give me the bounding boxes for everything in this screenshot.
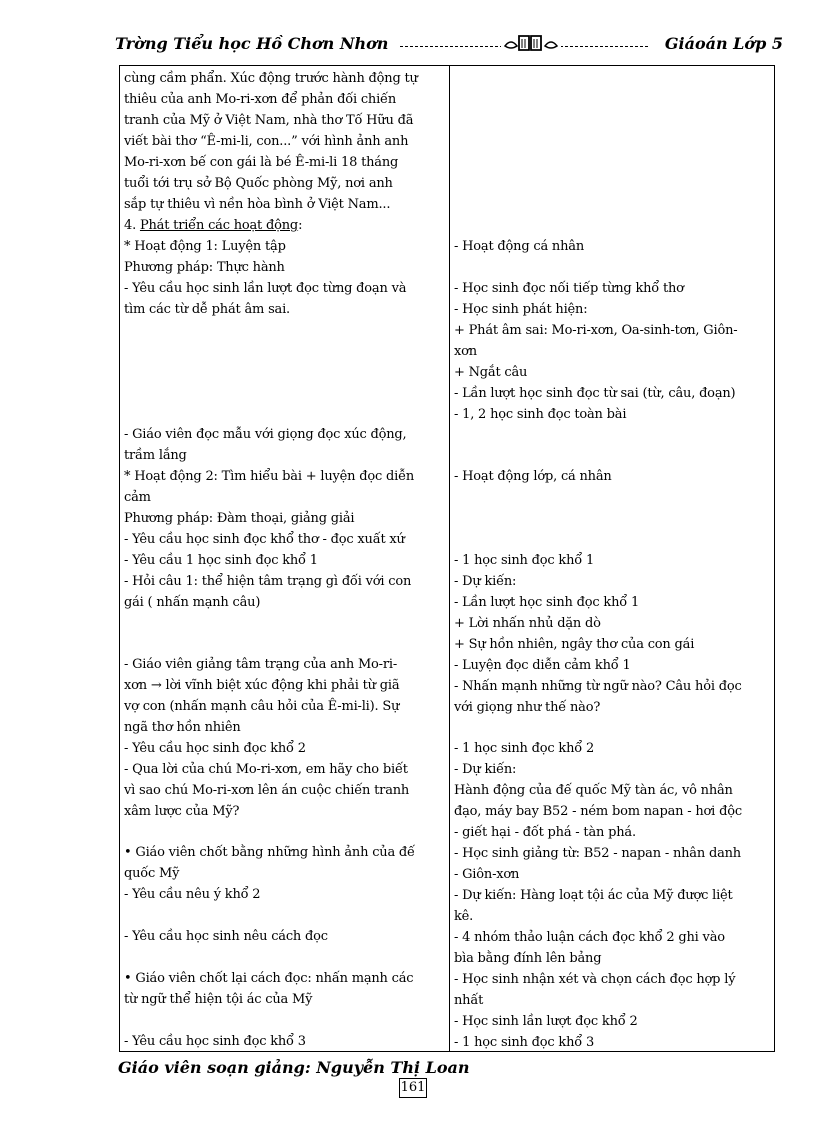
lesson-table (119, 65, 775, 1052)
text-line: - Hỏi câu 1: thể hiện tâm trạng gì đối với con (124, 574, 412, 589)
text-line: - Dự kiến: (454, 762, 517, 777)
text-line: - Yêu cầu học sinh đọc khổ thơ - đọc xuất xứ (124, 532, 405, 547)
text-line: + Lời nhấn nhủ dặn dò (454, 616, 601, 631)
text-line: - Giôn-xơn (454, 867, 520, 882)
text-line: nhất (454, 993, 484, 1008)
text-line: viết bài thơ “Ê-mi-li, con...” với hình ảnh anh (124, 134, 409, 149)
text-line: Hành động của đế quốc Mỹ tàn ác, vô nhân (454, 783, 733, 798)
text-line: - Luyện đọc diễn cảm khổ 1 (454, 658, 631, 673)
text-line: bìa bằng đính lên bảng (454, 951, 602, 966)
text-line: cùng cầm phẩn. Xúc động trước hành động tự (124, 71, 418, 86)
text-line: thiêu của anh Mo-ri-xơn để phản đối chiến (124, 92, 397, 107)
text-line: - Yêu cầu học sinh nêu cách đọc (124, 929, 328, 944)
text-line: gái ( nhấn mạnh câu) (124, 595, 261, 610)
column-divider (449, 66, 450, 1051)
text-line: 4. Phát triển các hoạt động: (124, 218, 303, 233)
grade-label: Giáoán Lớp 5 (664, 34, 783, 53)
text-line: - Yêu cầu học sinh đọc khổ 2 (124, 741, 306, 756)
text-line: * Hoạt động 1: Luyện tập (124, 239, 286, 254)
text-line: - Giáo viên giảng tâm trạng của anh Mo-ri- (124, 657, 398, 672)
text-line: Mo-ri-xơn bế con gái là bé Ê-mi-li 18 tháng (124, 155, 399, 170)
text-line: Phương pháp: Thực hành (124, 260, 285, 275)
text-line: + Sự hồn nhiên, ngây thơ của con gái (454, 637, 695, 652)
text-line: • Giáo viên chốt lại cách đọc: nhấn mạnh các (124, 971, 414, 986)
text-line: - Yêu cầu 1 học sinh đọc khổ 1 (124, 553, 318, 568)
text-line: ngã thơ hồn nhiên (124, 720, 241, 735)
text-line: Phương pháp: Đàm thoại, giảng giải (124, 511, 355, 526)
text-line: tranh của Mỹ ở Việt Nam, nhà thơ Tố Hữu đã (124, 113, 414, 128)
text-line: quốc Mỹ (124, 866, 180, 881)
text-line: - Yêu cầu học sinh đọc khổ 3 (124, 1034, 306, 1049)
text-line: - Hoạt động cá nhân (454, 239, 585, 254)
text-line: - Học sinh giảng từ: B52 - napan - nhân danh (454, 846, 741, 861)
text-line: xơn (454, 344, 477, 359)
text-line: đạo, máy bay B52 - ném bom napan - hơi độc (454, 804, 742, 819)
text-line: từ ngữ thể hiện tội ác của Mỹ (124, 992, 313, 1007)
text-line: - Học sinh nhận xét và chọn cách đọc hợp lý (454, 972, 736, 987)
text-line: - Học sinh phát hiện: (454, 302, 588, 317)
text-line: - Học sinh đọc nối tiếp từng khổ thơ (454, 281, 684, 296)
text-line: xâm lược của Mỹ? (124, 804, 240, 819)
text-line: - Giáo viên đọc mẫu với giọng đọc xúc động, (124, 427, 407, 442)
text-line: • Giáo viên chốt bằng những hình ảnh của đế (124, 845, 415, 860)
text-line: - Lần lượt học sinh đọc khổ 1 (454, 595, 640, 610)
text-line: - Lần lượt học sinh đọc từ sai (từ, câu, đoạn) (454, 386, 736, 401)
teacher-signature: Giáo viên soạn giảng: Nguyễn Thị Loan (118, 1058, 470, 1077)
text-line: với giọng như thế nào? (454, 700, 601, 715)
text-line: + Phát âm sai: Mo-ri-xơn, Oa-sinh-tơn, Giôn- (454, 323, 738, 338)
text-line: - Yêu cầu nêu ý khổ 2 (124, 887, 261, 902)
text-line: - 1 học sinh đọc khổ 3 (454, 1035, 595, 1050)
text-line: - Nhấn mạnh những từ ngữ nào? Câu hỏi đọc (454, 679, 742, 694)
text-line: - Qua lời của chú Mo-ri-xơn, em hãy cho biết (124, 762, 408, 777)
text-line: trầm lắng (124, 448, 187, 463)
text-line: cảm (124, 490, 151, 505)
text-line: - 1, 2 học sinh đọc toàn bài (454, 407, 627, 422)
text-line: - Dự kiến: (454, 574, 517, 589)
text-line: - Dự kiến: Hàng loạt tội ác của Mỹ được liệt (454, 888, 733, 903)
text-line: - 1 học sinh đọc khổ 1 (454, 553, 595, 568)
page-number: 161 (399, 1078, 427, 1098)
text-line: vợ con (nhấn mạnh câu hỏi của Ê-mi-li). Sự (124, 699, 400, 714)
school-name: Trờng Tiểu học Hồ Chơn Nhơn (115, 34, 389, 53)
text-line: tuổi tới trụ sở Bộ Quốc phòng Mỹ, nơi anh (124, 176, 393, 191)
text-line: tìm các từ dễ phát âm sai. (124, 302, 290, 317)
text-line: - giết hại - đốt phá - tàn phá. (454, 825, 636, 840)
text-line: kê. (454, 909, 474, 924)
text-line: - Hoạt động lớp, cá nhân (454, 469, 612, 484)
book-ornament-icon (501, 30, 561, 56)
text-line: - 1 học sinh đọc khổ 2 (454, 741, 595, 756)
text-line: - 4 nhóm thảo luận cách đọc khổ 2 ghi vào (454, 930, 725, 945)
text-line: xơn → lời vĩnh biệt xúc động khi phải từ giã (124, 678, 400, 693)
text-line: * Hoạt động 2: Tìm hiểu bài + luyện đọc diễn (124, 469, 415, 484)
text-line: - Học sinh lần lượt đọc khổ 2 (454, 1014, 638, 1029)
text-line: vì sao chú Mo-ri-xơn lên án cuộc chiến tranh (124, 783, 410, 798)
text-line: sắp tự thiêu vì nền hòa bình ở Việt Nam... (124, 197, 391, 212)
page-header (115, 30, 783, 60)
text-line: + Ngắt câu (454, 365, 528, 380)
text-line: - Yêu cầu học sinh lần lượt đọc từng đoạn và (124, 281, 407, 296)
